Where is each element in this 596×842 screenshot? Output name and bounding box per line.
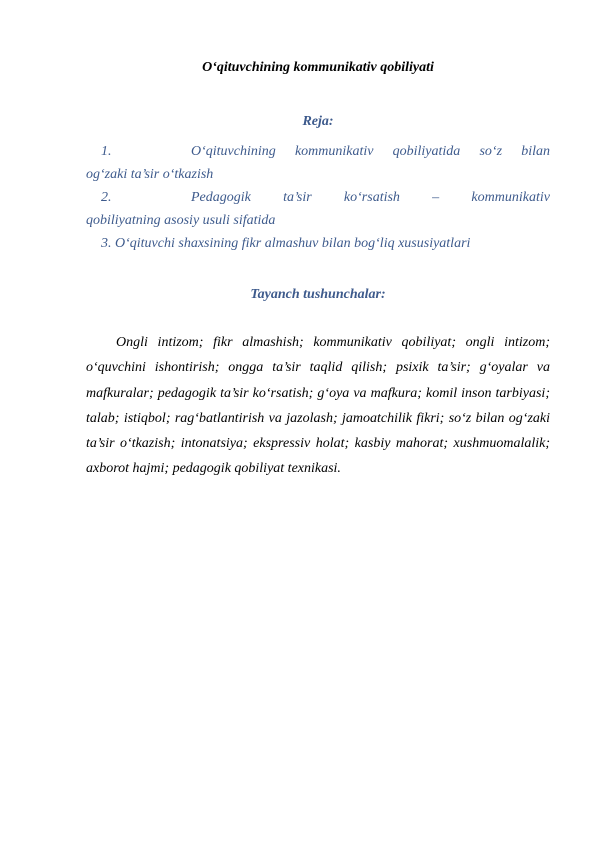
plan-item-1-first-line [86, 140, 550, 163]
plan-item-2-words [191, 186, 550, 209]
plan-item-word: ta’sir [283, 190, 312, 205]
plan-item-2 [86, 186, 550, 232]
key-concepts-heading: Tayanch tushunchalar: [250, 287, 386, 302]
plan-item-1-continuation: og‘zaki ta’sir o‘tkazish [86, 167, 214, 182]
key-concepts-paragraph: Ongli intizom; fikr almashish; kommunikativ qobiliyat; ongli intizom; o‘quvchini ishontirish; ongga ta’sir taqlid qilish; psixik ta’sir; g‘oyalar va mafkuralar; pedagogik ta’sir ko‘rsatish; g‘oya va mafkura; komil inson tarbiyasi; talab; istiqbol; rag‘batlantirish va jazolash; jamoatchilik fikri; so‘z bilan og‘zaki ta’sir o‘tkazish; intonatsiya; ekspressiv holat; kasbiy mahorat; xushmuomalalik; axborot hajmi; pedagogik qobiliyat texnikasi. [86, 335, 550, 477]
plan-item-word: Pedagogik [191, 190, 251, 205]
plan-item-word: kommunikativ [471, 190, 550, 205]
plan-item-word: kommunikativ [294, 144, 374, 159]
page-title: O‘qituvchining kommunikativ qobiliyati [202, 60, 434, 75]
plan-list [86, 140, 550, 255]
plan-item-word: so‘z [479, 144, 503, 159]
plan-item-2-number: 2. [101, 190, 112, 205]
plan-item-2-first-line [86, 186, 550, 209]
plan-item-word: O‘qituvchining [191, 144, 276, 159]
plan-item-1-number: 1. [101, 144, 112, 159]
plan-item-1 [86, 140, 550, 186]
plan-item-word: – [432, 190, 440, 205]
plan-item-1-words [191, 140, 550, 163]
plan-item-word: qobiliyatida [392, 144, 461, 159]
plan-item-3: 3. O‘qituvchi shaxsining fikr almashuv bilan bog‘liq xususiyatlari [101, 236, 471, 251]
plan-item-2-continuation: qobiliyatning asosiy usuli sifatida [86, 213, 276, 228]
plan-item-word: bilan [521, 144, 550, 159]
plan-item-word: ko‘rsatish [343, 190, 400, 205]
plan-heading: Reja: [302, 114, 334, 129]
